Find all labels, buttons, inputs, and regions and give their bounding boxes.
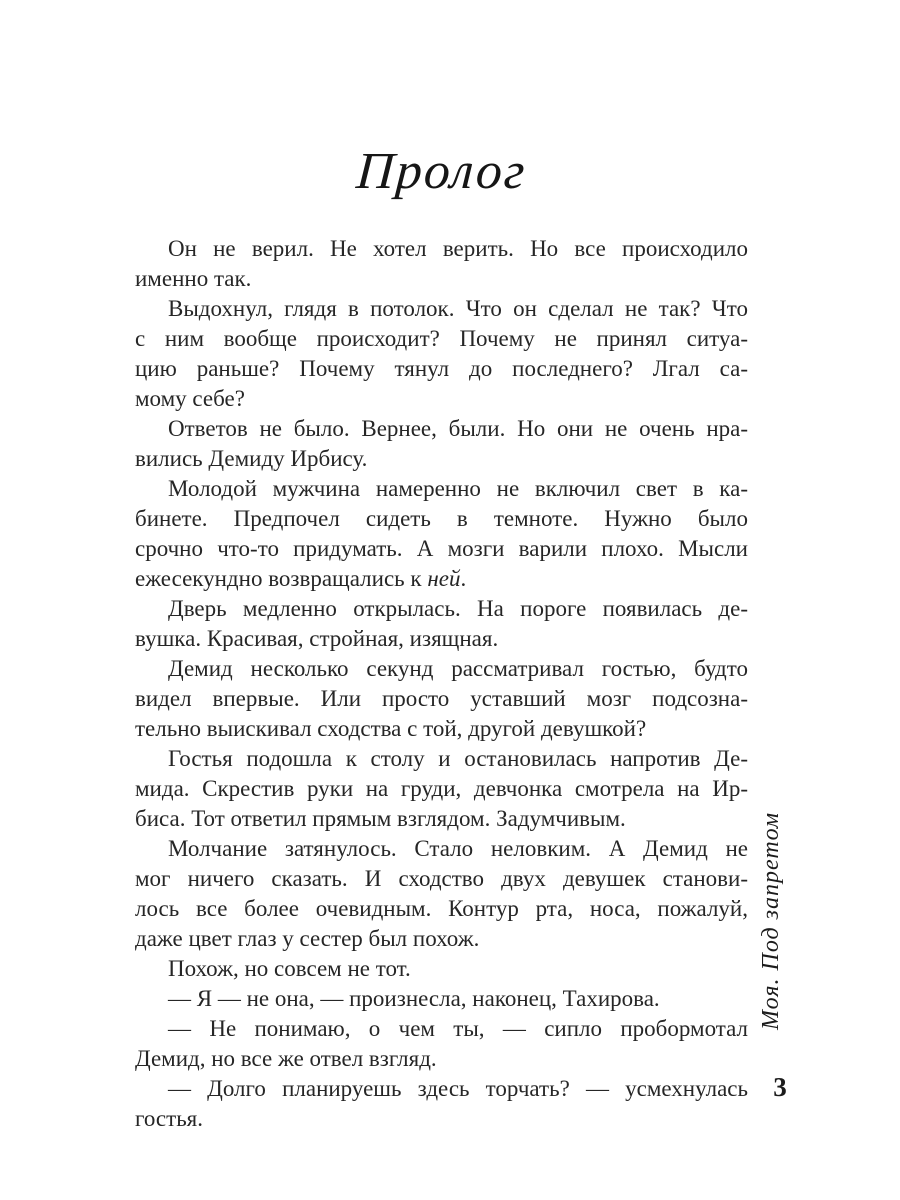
paragraph (135, 984, 748, 1014)
text-line: именно так. (135, 266, 252, 291)
text-line: биса. Тот ответил прямым взглядом. Задумчивым. (135, 806, 626, 831)
text-line: вились Демиду Ирбису. (135, 446, 368, 471)
text-line: гостья. (135, 1106, 204, 1131)
text-line: срочно что-то придумать. А мозги варили плохо. Мысли (135, 536, 748, 561)
text-line: даже цвет глаз у сестер был похож. (135, 926, 480, 951)
paragraph (135, 1074, 748, 1134)
text-line: ежесекундно возвращались к ней. (135, 566, 467, 591)
paragraph (135, 414, 748, 474)
text-line: мому себе? (135, 386, 245, 411)
text-line: Выдохнул, глядя в потолок. Что он сделал не так? Что (168, 296, 748, 321)
text-line: цию раньше? Почему тянул до последнего? Лгал са- (135, 356, 748, 381)
text-line: с ним вообще происходит? Почему не принял ситуа- (135, 326, 748, 351)
paragraph (135, 744, 748, 834)
text-line: Молчание затянулось. Стало неловким. А Демид не (168, 836, 748, 861)
paragraph (135, 654, 748, 744)
text-line: Демид, но все же отвел взгляд. (135, 1046, 437, 1071)
page-number: 3 (773, 1072, 787, 1102)
text-line: мида. Скрестив руки на груди, девчонка смотрела на Ир- (135, 776, 748, 801)
text-line: тельно выискивал сходства с той, другой девушкой? (135, 716, 647, 741)
text-line: — Я — не она, — произнесла, наконец, Тахирова. (168, 986, 660, 1011)
prologue-title: Пролог (354, 143, 529, 200)
text-line: Похож, но совсем не тот. (168, 956, 411, 981)
text-line: Ответов не было. Вернее, были. Но они не очень нра- (168, 416, 748, 441)
paragraph (135, 234, 748, 294)
text-line: — Не понимаю, о чем ты, — сипло пробормотал (168, 1016, 748, 1041)
text-line: Он не верил. Не хотел верить. Но все происходило (168, 236, 748, 261)
text-line: Демид несколько секунд рассматривал гостью, будто (168, 656, 748, 681)
body-text (135, 234, 748, 1134)
paragraph (135, 954, 748, 984)
text-line: видел впервые. Или просто уставший мозг подсозна- (135, 686, 748, 711)
text-line: бинете. Предпочел сидеть в темноте. Нужно было (135, 506, 748, 531)
text-line: лось все более очевидным. Контур рта, носа, пожалуй, (135, 896, 748, 921)
paragraph (135, 594, 748, 654)
text-line: Молодой мужчина намеренно не включил свет в ка- (168, 476, 748, 501)
paragraph (135, 294, 748, 414)
text-line: Дверь медленно открылась. На пороге появилась де- (168, 596, 748, 621)
text-line: вушка. Красивая, стройная, изящная. (135, 626, 499, 651)
paragraph (135, 834, 748, 954)
text-line: — Долго планируешь здесь торчать? — усмехнулась (168, 1076, 748, 1101)
paragraph (135, 1014, 748, 1074)
paragraph (135, 474, 748, 594)
text-line: мог ничего сказать. И сходство двух девушек станови- (135, 866, 748, 891)
text-line: Гостья подошла к столу и остановилась напротив Де- (168, 746, 748, 771)
sidebar-book-title: Моя. Под запретом (758, 811, 784, 1030)
